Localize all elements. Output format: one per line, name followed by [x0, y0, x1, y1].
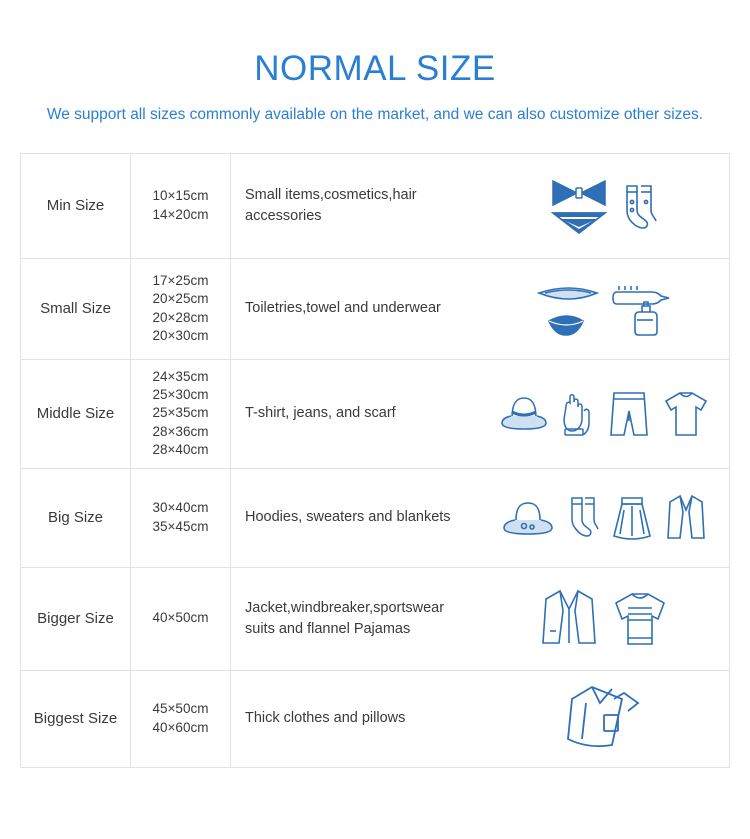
- dimension-value: 40×50cm: [152, 610, 209, 626]
- size-name: Big Size: [21, 469, 131, 567]
- socks-icon: [619, 180, 659, 232]
- dimension-value: 24×35cm: [152, 368, 209, 384]
- dimension-value: 20×30cm: [152, 327, 209, 343]
- size-illustrations: [479, 154, 729, 258]
- size-table: [20, 153, 730, 768]
- table-row: [21, 469, 729, 568]
- towel-icon: [535, 281, 601, 337]
- size-name: Bigger Size: [21, 568, 131, 670]
- table-row: [21, 671, 729, 768]
- dimension-value: 25×30cm: [152, 387, 209, 403]
- blazer-icon: [538, 583, 600, 655]
- size-illustrations: [479, 259, 729, 359]
- dimension-value: 40×60cm: [152, 719, 209, 735]
- dimension-value: 17×25cm: [152, 273, 209, 289]
- dimension-value: 14×20cm: [152, 206, 209, 222]
- size-description: T-shirt, jeans, and scarf: [245, 405, 396, 421]
- size-illustrations: [479, 360, 729, 468]
- size-description: Thick clothes and pillows: [245, 710, 406, 726]
- skirt-icon: [610, 492, 654, 544]
- size-dimensions: [131, 360, 231, 468]
- table-row: [21, 154, 729, 259]
- size-description: Toiletries,towel and underwear: [245, 300, 441, 316]
- shorts-icon: [606, 387, 652, 441]
- table-row: [21, 360, 729, 469]
- size-dimensions: [131, 469, 231, 567]
- size-name: Small Size: [21, 259, 131, 359]
- tshirt-icon: [662, 387, 710, 441]
- size-dimensions: [131, 671, 231, 767]
- table-row: [21, 568, 729, 671]
- dimension-value: 20×25cm: [152, 291, 209, 307]
- size-illustrations: [479, 671, 729, 767]
- dimension-value: 28×40cm: [152, 441, 209, 457]
- dimension-value: 10×15cm: [152, 188, 209, 204]
- dimension-value: 25×35cm: [152, 405, 209, 421]
- dimension-value: 30×40cm: [152, 500, 209, 516]
- toothbrush-icon: [611, 282, 673, 336]
- size-dimensions: [131, 154, 231, 258]
- size-name: Min Size: [21, 154, 131, 258]
- coat-icon: [664, 491, 708, 545]
- dimension-value: 20×28cm: [152, 309, 209, 325]
- size-description: Jacket,windbreaker,sportswear suits and flannel Pajamas: [245, 599, 445, 637]
- size-dimensions: [131, 568, 231, 670]
- size-illustrations: [479, 568, 729, 670]
- table-row: [21, 259, 729, 360]
- size-illustrations: [479, 469, 729, 567]
- shirt-icon: [562, 679, 646, 759]
- page-subtitle: We support all sizes commonly available on the market, and we can also customize other sizes.: [46, 105, 704, 123]
- dimension-value: 45×50cm: [152, 701, 209, 717]
- bowtie-icon: [549, 175, 609, 237]
- gloves-icon: [560, 389, 596, 439]
- page-title: NORMAL SIZE: [254, 49, 496, 88]
- size-name: Biggest Size: [21, 671, 131, 767]
- size-name: Middle Size: [21, 360, 131, 468]
- dimension-value: 28×36cm: [152, 423, 209, 439]
- sweater-icon: [610, 588, 670, 650]
- socks-icon: [566, 494, 600, 542]
- size-description: Hoodies, sweaters and blankets: [245, 509, 451, 525]
- hat-icon: [498, 390, 550, 438]
- size-description: Small items,cosmetics,hair accessories: [245, 186, 417, 224]
- sunhat-icon: [500, 496, 556, 540]
- dimension-value: 35×45cm: [152, 518, 209, 534]
- size-dimensions: [131, 259, 231, 359]
